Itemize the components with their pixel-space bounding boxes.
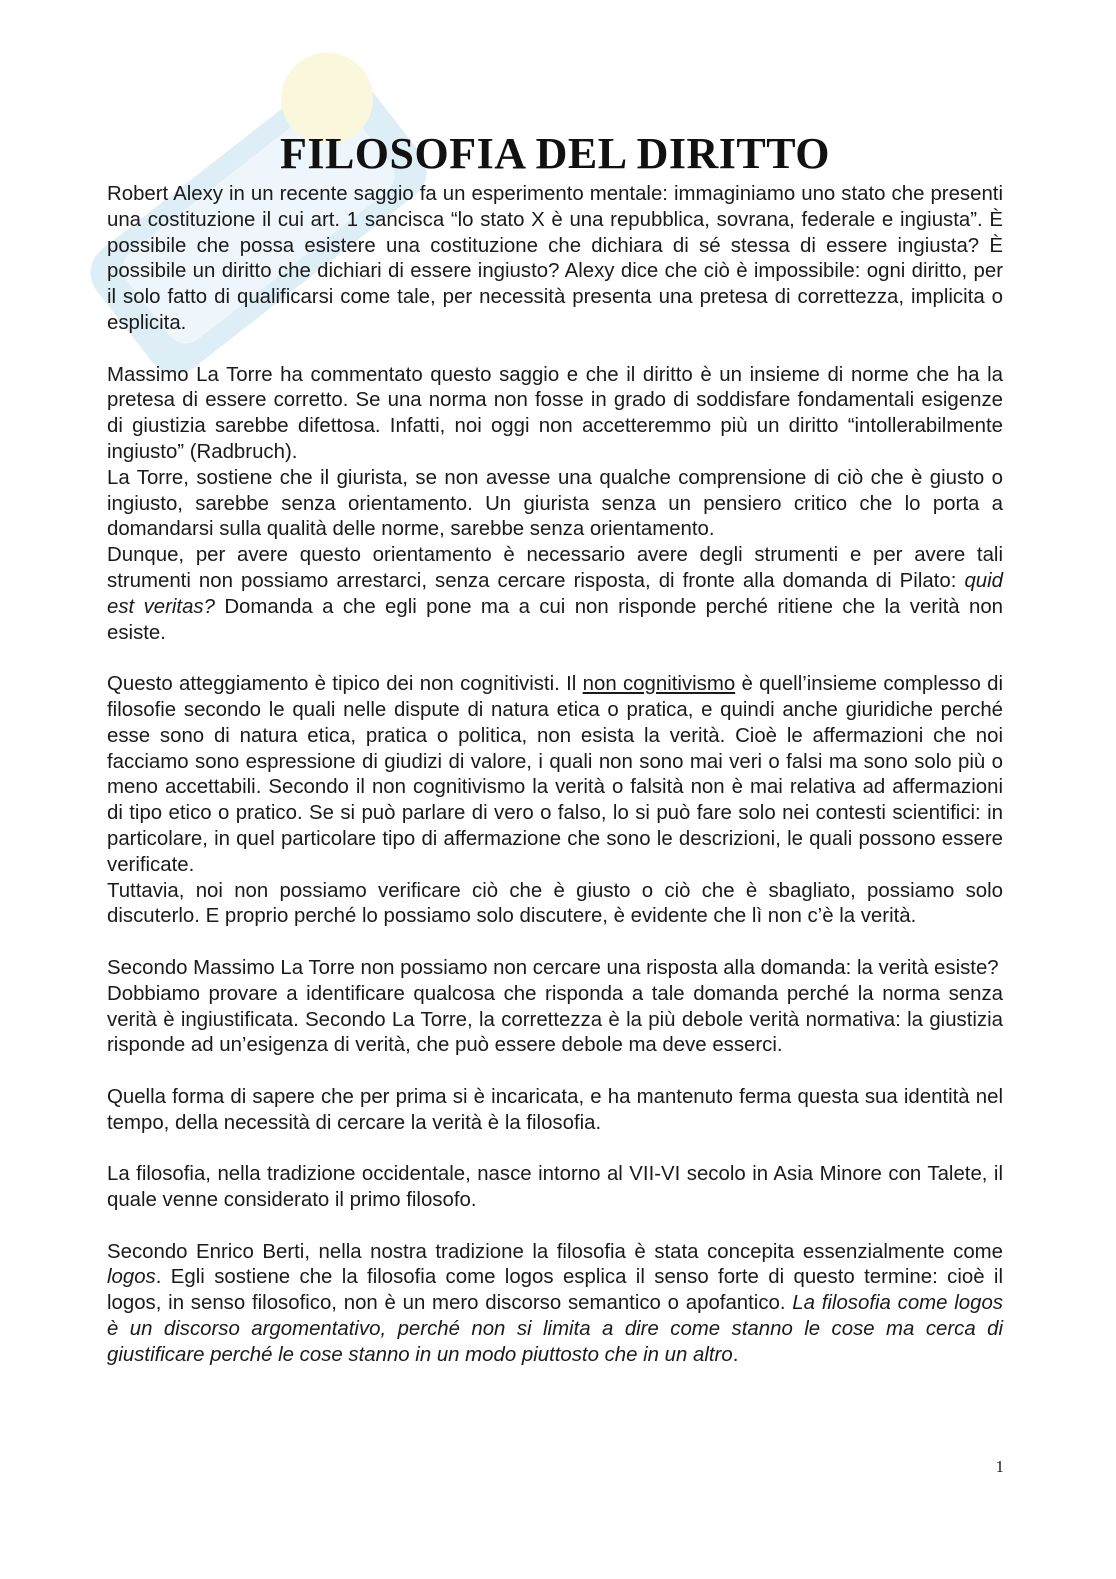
document-page xyxy=(107,128,1003,1369)
paragraph-la-torre-giurista: La Torre, sostiene che il giurista, se non avesse una qualche comprensione di ciò che è giusto o ingiusto, sarebbe senza orientamento. Un giurista senza un pensiero critico che lo porta a domandarsi sulla qualità delle norme, sarebbe senza orientamento. xyxy=(107,466,1003,541)
paragraph-berti xyxy=(107,1240,1003,1369)
paragraph-tuttavia: Tuttavia, noi non possiamo verificare ciò che è giusto o ciò che è sbagliato, possiamo solo discuterlo. E proprio perché lo possiamo solo discutere, è evidente che lì non c’è la verità. xyxy=(107,879,1003,928)
paragraph-domanda-verita: Secondo Massimo La Torre non possiamo non cercare una risposta alla domanda: la verità esiste? xyxy=(107,956,999,979)
paragraph-pilato xyxy=(107,543,1003,646)
paragraph-talete: La filosofia, nella tradizione occidentale, nasce intorno al VII-VI secolo in Asia Minore con Talete, il quale venne considerato il primo filosofo. xyxy=(107,1163,1003,1212)
paragraph-filosofia-sapere: Quella forma di sapere che per prima si è incaricata, e ha mantenuto ferma questa sua identità nel tempo, della necessità di cercare la verità è la filosofia. xyxy=(107,1085,1003,1134)
text-segment: Questo atteggiamento è tipico dei non cognitivisti. Il xyxy=(107,673,583,696)
italic-quote: quid est veritas? xyxy=(107,569,1003,618)
text-segment: Domanda a che egli pone ma a cui non risponde perché ritiene che la verità non esiste. xyxy=(107,595,1004,644)
paragraph-la-torre-commento: Massimo La Torre ha commentato questo saggio e che il diritto è un insieme di norme che ha la pretesa di essere corretto. Se una norma non fosse in grado di soddisfare fondamentali esigenze di giustizia sarebbe difettosa. Infatti, noi oggi non accetteremmo più un diritto “intollerabilmente ingiusto” (Radbruch). xyxy=(107,363,1003,463)
underlined-term: non cognitivismo xyxy=(582,673,736,696)
text-segment: Secondo Enrico Berti, nella nostra tradizione la filosofia è stata concepita essenzialmente come xyxy=(107,1240,1003,1263)
page-number: 1 xyxy=(995,1457,1004,1476)
text-segment: . xyxy=(732,1343,739,1366)
page-title: FILOSOFIA DEL DIRITTO xyxy=(279,129,831,178)
paragraph-alexy: Robert Alexy in un recente saggio fa un esperimento mentale: immaginiamo uno stato che presenti una costituzione il cui art. 1 sancisca “lo stato X è una repubblica, sovrana, federale e ingiusta”. È possibile che possa esistere una costituzione che dichiara di sé stessa di essere ingiusta? È possibile un diritto che dichiari di essere ingiusto? Alexy dice che ciò è impossibile: ogni diritto, per il solo fatto di qualificarsi come tale, per necessità presenta una pretesa di correttezza, implicita o esplicita. xyxy=(107,183,1003,334)
text-segment: è quell’insieme complesso di filosofie secondo le quali nelle dispute di natura etica o pratica, e quindi anche giuridiche perché esse sono di natura etica, pratica o politica, non esista la verità. Cioè le affermazioni che noi facciamo sono espressione di giudizi di valore, i quali non sono mai veri o falsi ma sono solo più o meno accettabili. Secondo il non cognitivismo la verità o falsità non è mai relativa ad affermazioni di tipo etico o pratico. Se si può parlare di vero o falso, lo si può fare solo nei contesti scientifici: in particolare, in quel particolare tipo di affermazione che sono le descrizioni, le quali possono essere verificate. xyxy=(107,673,1003,876)
paragraph-correttezza: Dobbiamo provare a identificare qualcosa che risponda a tale domanda perché la norma senza verità è ingiustificata. Secondo La Torre, la correttezza è la più debole verità normativa: la giustizia risponde ad un’esigenza di verità, che può essere debole ma deve esserci. xyxy=(107,982,1003,1057)
text-segment: Dunque, per avere questo orientamento è necessario avere degli strumenti e per avere tali strumenti non possiamo arrestarci, senza cercare risposta, di fronte alla domanda di Pilato: xyxy=(107,544,1003,592)
italic-term: logos xyxy=(107,1266,156,1289)
paragraph-non-cognitivismo xyxy=(107,672,1003,878)
italic-quote: La filosofia come logos è un discorso argomentativo, perché non si limita a dire come stanno le cose ma cerca di giustificare perché le cose stanno in un modo piuttosto che in un altro xyxy=(107,1292,1004,1366)
text-segment: . Egli sostiene che la filosofia come logos esplica il senso forte di questo termine: cioè il logos, in senso filosofico, non è un mero discorso semantico o apofantico. xyxy=(107,1266,1003,1315)
